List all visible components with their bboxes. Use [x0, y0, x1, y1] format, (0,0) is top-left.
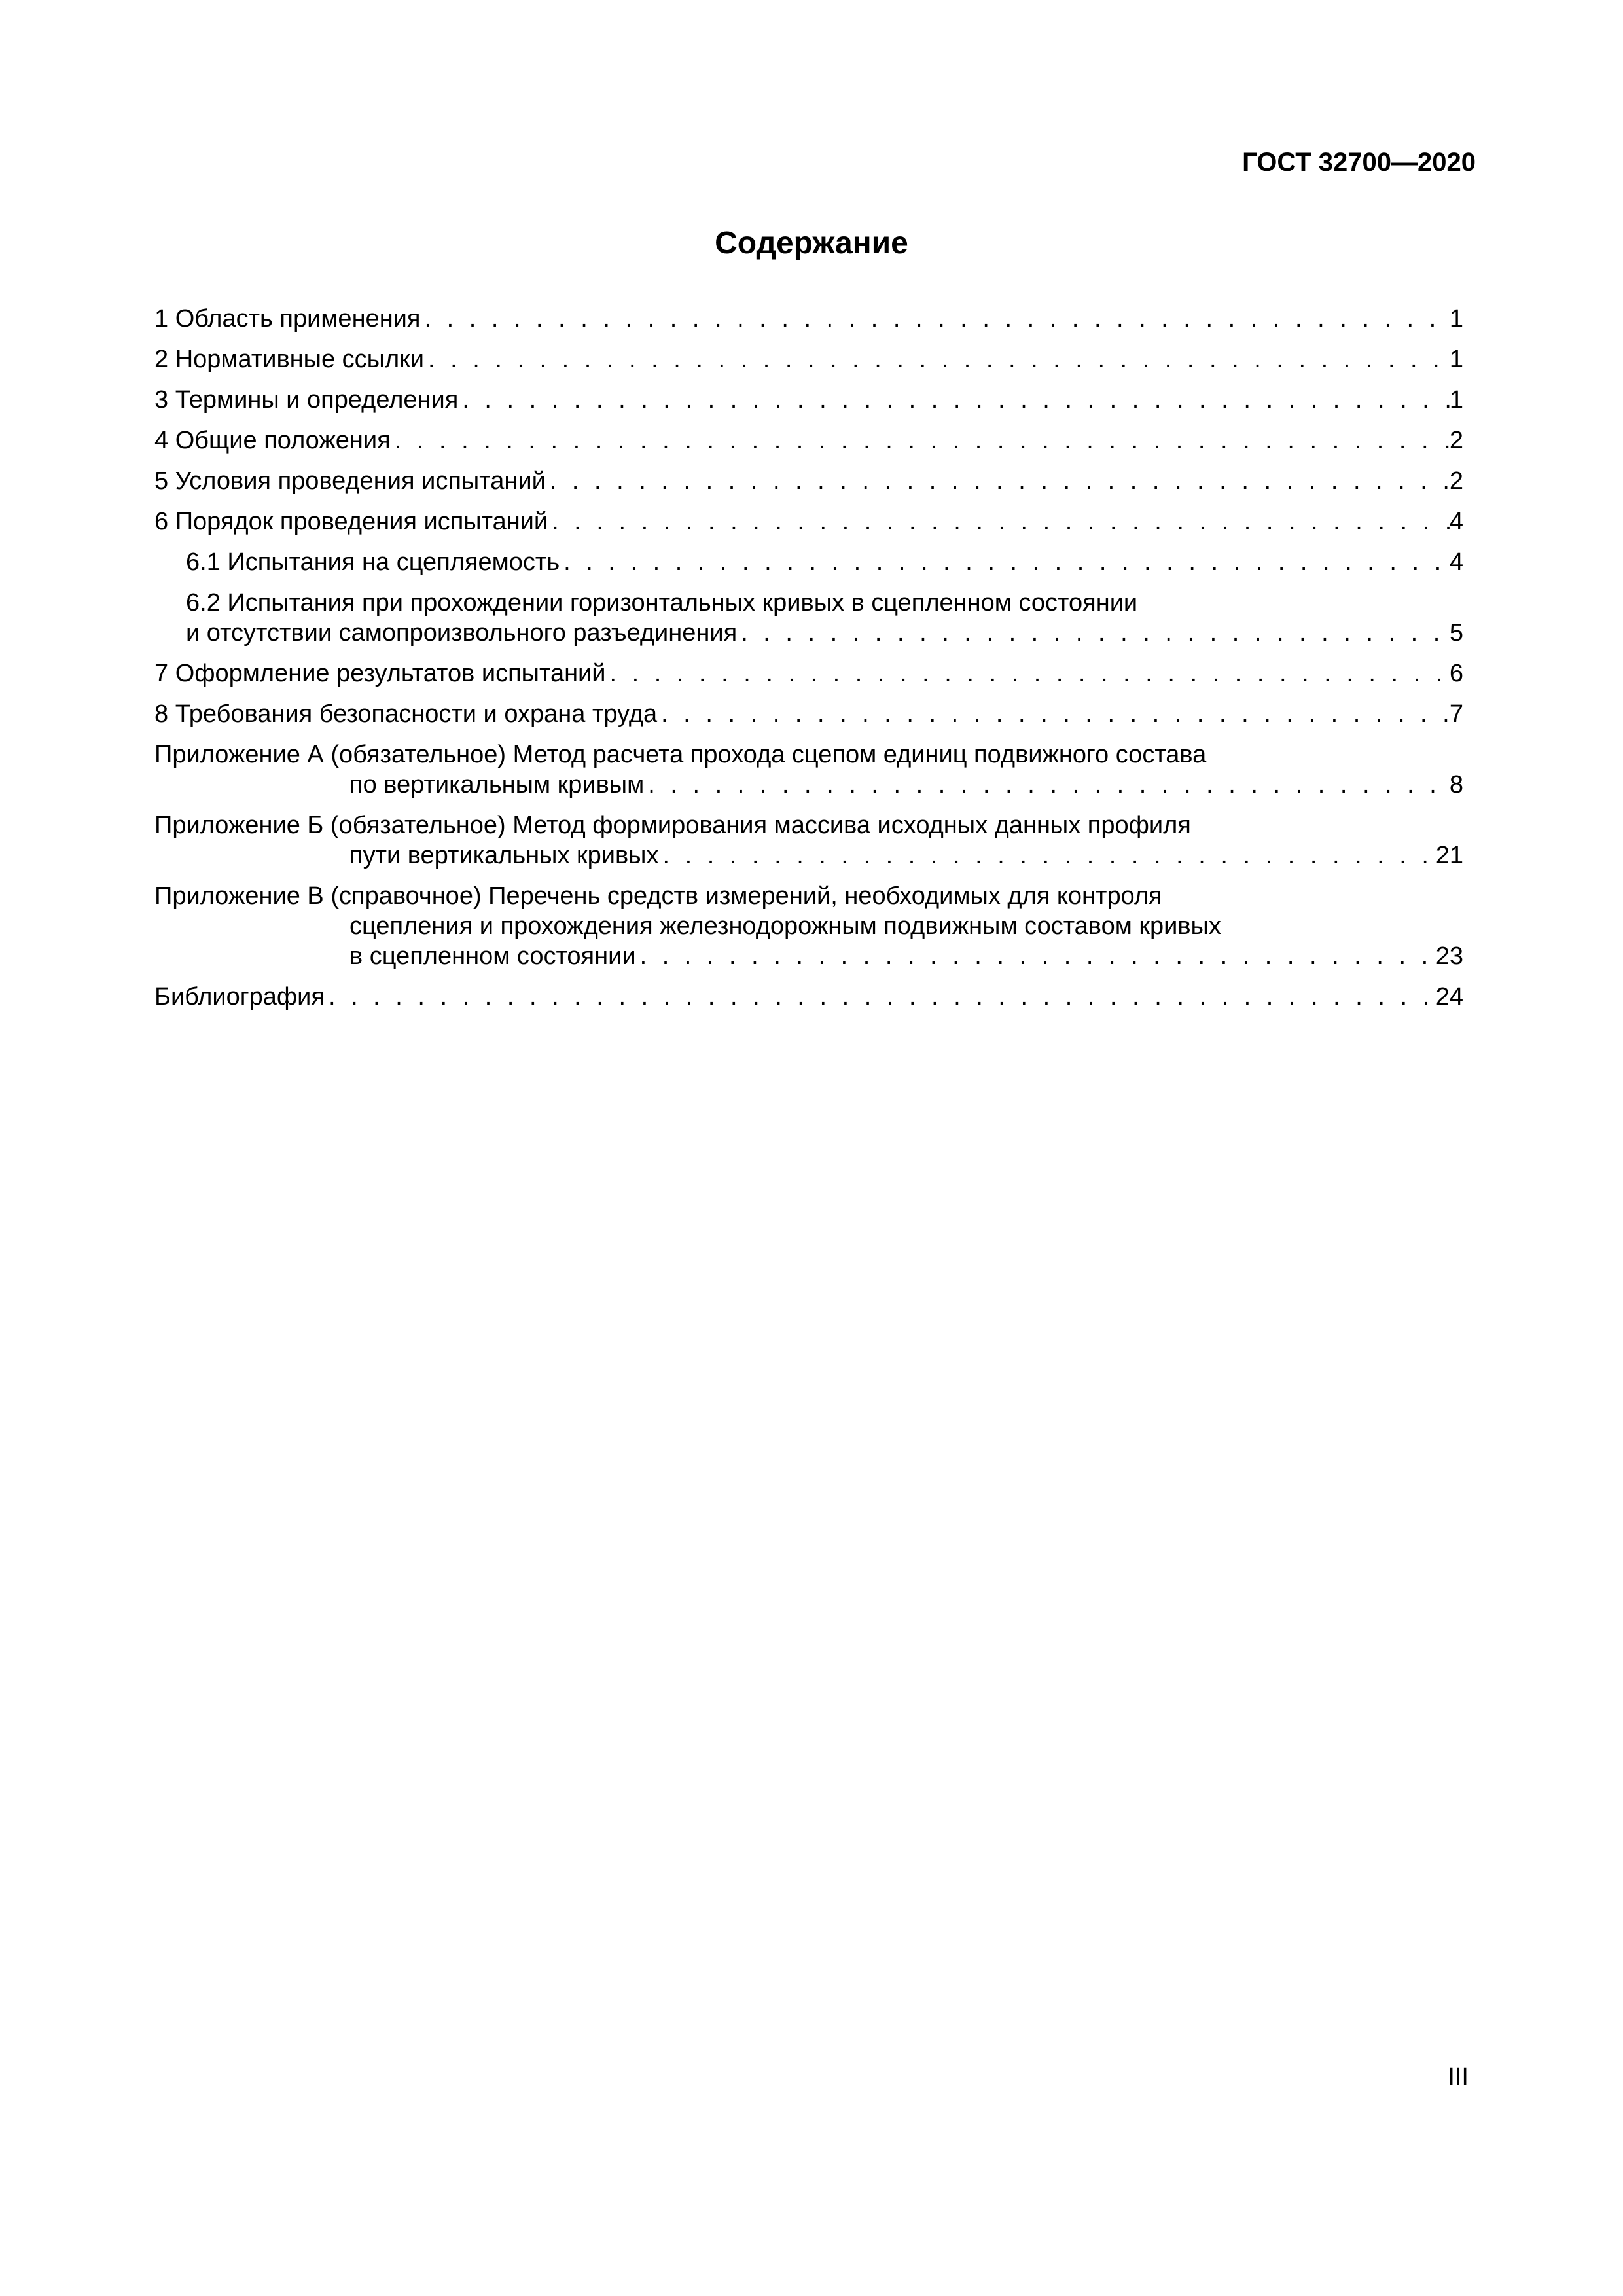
toc-label: 5 Условия проведения испытаний [154, 467, 546, 495]
toc-label: по вертикальным кривым [349, 771, 645, 798]
dot-leader [548, 507, 1450, 537]
toc-label-line: сцепления и прохождения железнодорожным подвижным составом кривых [349, 912, 1221, 940]
toc-label: в сцепленном состоянии [349, 942, 636, 970]
toc-label-line: Приложение Б (обязательное) Метод формирования массива исходных данных профиля [154, 812, 1191, 839]
toc-entry-8[interactable] [154, 699, 1463, 729]
toc-label: 3 Термины и определения [154, 386, 459, 414]
toc-entry-4[interactable] [154, 425, 1463, 456]
toc-label: 2 Нормативные ссылки [154, 346, 424, 373]
toc-entry-6-1[interactable] [154, 547, 1463, 577]
dot-leader [420, 304, 1449, 334]
page-title: Содержание [715, 226, 908, 260]
toc-label: 8 Требования безопасности и охрана труда [154, 700, 658, 728]
toc-label-line: Приложение А (обязательное) Метод расчета прохода сцепом единиц подвижного состава [154, 741, 1207, 768]
toc-entry-appendix-b[interactable] [154, 810, 1463, 870]
toc-label: пути вертикальных кривых [349, 842, 659, 869]
toc-label: 4 Общие положения [154, 427, 391, 454]
dot-leader [325, 982, 1436, 1012]
table-of-contents [154, 293, 1463, 1012]
toc-entry-3[interactable] [154, 385, 1463, 415]
toc-page-number: 1 [1449, 386, 1463, 414]
toc-page-number: 4 [1449, 508, 1463, 535]
toc-page-number: 2 [1449, 467, 1463, 495]
toc-page-number: 21 [1435, 842, 1463, 869]
toc-label: и отсутствии самопроизвольного разъединения [186, 619, 738, 647]
dot-leader [657, 699, 1450, 729]
toc-page-number: 8 [1449, 771, 1463, 798]
dot-leader [391, 425, 1450, 456]
toc-label: Библиография [154, 983, 325, 1011]
toc-entry-6[interactable] [154, 507, 1463, 537]
toc-label-line: Приложение В (справочное) Перечень средств измерений, необходимых для контроля [154, 882, 1162, 910]
toc-entry-6-2[interactable] [154, 588, 1463, 648]
toc-page-number: 7 [1449, 700, 1463, 728]
toc-label: 6 Порядок проведения испытаний [154, 508, 548, 535]
dot-leader [737, 618, 1450, 648]
toc-page-number: 23 [1435, 942, 1463, 970]
dot-leader [659, 840, 1436, 870]
toc-entry-appendix-v[interactable] [154, 881, 1463, 971]
toc-page-number: 1 [1449, 346, 1463, 373]
toc-label: 7 Оформление результатов испытаний [154, 660, 606, 687]
toc-label: 6.1 Испытания на сцепляемость [186, 548, 560, 576]
toc-entry-appendix-a[interactable] [154, 740, 1463, 800]
toc-entry-5[interactable] [154, 466, 1463, 496]
dot-leader [546, 466, 1450, 496]
dot-leader [424, 344, 1450, 374]
toc-page-number: 6 [1449, 660, 1463, 687]
toc-page-number: 2 [1449, 427, 1463, 454]
toc-entry-1[interactable] [154, 304, 1463, 334]
toc-page-number: 4 [1449, 548, 1463, 576]
toc-label: 1 Область применения [154, 305, 421, 332]
dot-leader [644, 770, 1450, 800]
toc-entry-7[interactable] [154, 658, 1463, 689]
toc-page-number: 1 [1449, 305, 1463, 332]
dot-leader [458, 385, 1450, 415]
document-number: ГОСТ 32700—2020 [1242, 148, 1476, 177]
toc-entry-bibliography[interactable] [154, 982, 1463, 1012]
page-number: III [1448, 2063, 1469, 2090]
toc-page-number: 5 [1449, 619, 1463, 647]
toc-label-line: 6.2 Испытания при прохождении горизонтальных кривых в сцепленном состоянии [186, 589, 1138, 617]
dot-leader [560, 547, 1450, 577]
toc-page-number: 24 [1435, 983, 1463, 1011]
dot-leader [606, 658, 1450, 689]
dot-leader [636, 941, 1436, 971]
toc-entry-2[interactable] [154, 344, 1463, 374]
